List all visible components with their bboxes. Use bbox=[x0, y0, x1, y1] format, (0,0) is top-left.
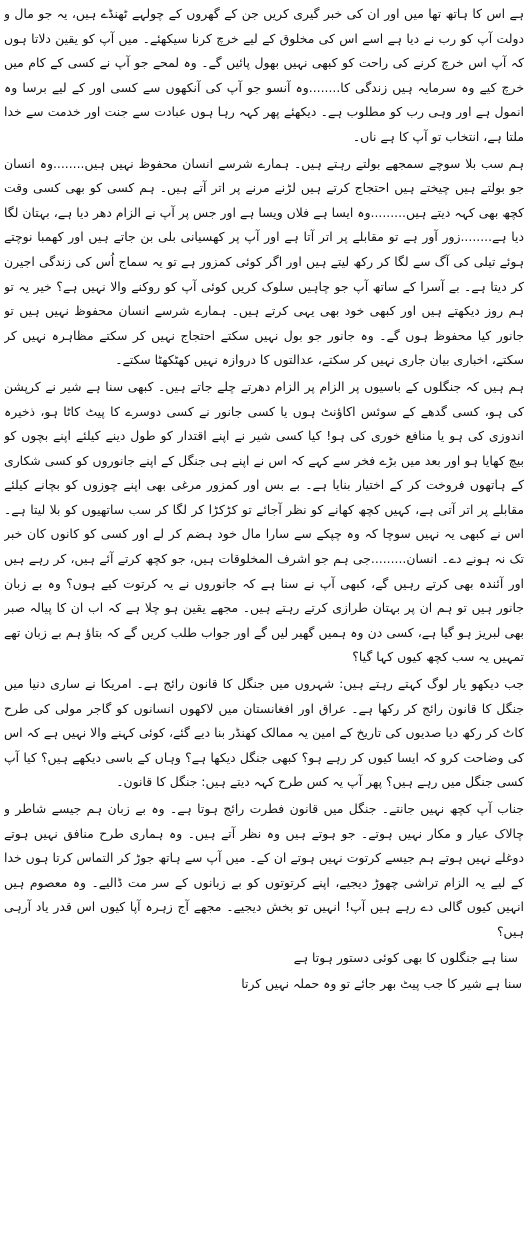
article-paragraph: جب دیکھو یار لوگ کہتے رہتے ہیں: شہروں میں جنگل کا قانون رائج ہے۔ امریکا نے ساری دنیا میں جنگل کا قانون رائج کر رکھا ہے۔ عراق اور افغانستان میں لاکھوں انسانوں کو گاجر مولی کی طرح کاٹ کر رکھ دیا صدیوں کی تاریخ کے امین یہ ممالک کھنڈر بنا دیے گئے، کوئی کہنے والا نہیں ہے کہ اس کی وضاحت کرو کہ ایسا کیوں کر رہے ہو؟ کبھی جنگل دیکھا ہے؟ وہاں کے باسی دیکھے ہیں؟ کیا آپ کسی جنگل میں رہے ہیں؟ پھر آپ یہ کس طرح کہہ دیتے ہیں: جنگل کا قانون۔ bbox=[4, 676, 524, 790]
article-page bbox=[4, 2, 524, 1256]
poem-verse: سنا ہے جنگلوں کا بھی کوئی دستور ہوتا ہے bbox=[293, 949, 518, 965]
article-paragraph: ہم ہیں کہ جنگلوں کے باسیوں پر الزام پر الزام دھرتے چلے جاتے ہیں۔ کبھی سنا ہے شیر نے کرپشن کی ہو، کسی گدھے کے سوئس اکاؤنٹ ہوں یا کسی جانور نے کسی دوسرے کا پیٹ کاٹا ہو، ذخیرہ اندوزی کی ہو یا منافع خوری کی ہو! کیا کسی شیر نے اپنے اقتدار کو طول دینے کیلئے اپنے بچوں کو بیچ کھایا ہو اور بعد میں بڑے فخر سے کہے کہ اس نے اپنے ہی جنگل کے اپنے جانوروں کو کسی شکاری کے ہاتھوں فروخت کر کے اختیار بنایا ہے۔ بے بس اور کمزور مرغی بھی اپنے چوزوں کو بچانے کیلئے مقابلے پر اتر آتی ہے، کہیں کچھ کھانے کو نظر آجائے تو کڑکڑا کر لگا کر سب ساتھیوں کو بلا لیتا ہے۔ اس نے کبھی یہ نہیں سوچا کہ وہ چپکے سے سارا مال خود ہضم کر لے اور کسی کو کانوں کان خبر تک نہ ہونے دے۔ انسان.........جی ہم جو اشرف المخلوقات ہیں، جو کچھ کرتے آئے ہیں، کر رہے ہیں اور آئندہ بھی کرتے رہیں گے، کبھی آپ نے سنا ہے کہ جانوروں نے یہ کرتوت کیے ہوں؟ وہ بے زبان جانور ہیں تو ہم ان پر بہتان طرازی کرتے رہتے ہیں۔ مجھے یقین ہو چلا ہے کہ اب ان کا پیالہ صبر بھی لبریز ہو گیا ہے، کسی دن وہ ہمیں گھیر لیں گے اور جواب طلب کریں گے کہ بتاؤ ہم بے زبان تھے تمہیں یہ سب کچھ کیوں کہا گیا؟ bbox=[4, 378, 524, 665]
article-paragraph: ہم سب بلا سوچے سمجھے بولتے رہتے ہیں۔ ہمارے شرسے انسان محفوظ نہیں ہیں........وہ انسان جو بولتے ہیں چیختے ہیں احتجاج کرتے ہیں لڑنے مرنے پر اتر آتے ہیں۔ ہم کسی کو بھی کسی وقت کچھ بھی کہہ دیتے ہیں.........وہ ایسا ہے فلاں ویسا ہے اور جس پر آپ نے الزام دھر دیا ہے، بہتان لگا دیا ہے........زور آور ہے تو مقابلے پر اتر آتا ہے اور آپ پر کھسیانی بلی بن جاتے ہیں اور کھمبا نوچتے ہوئے تیلی کی آگ سے لگا کر رکھ لیتے ہیں اور اگر کوئی کمزور ہے تو یہ سماج اُس کی زندگی اجیرن کر دیتا ہے۔ بے آسرا کے ساتھ آپ جو چاہیں سلوک کریں کوئی آپ کو روکنے والا نہیں ہے؟ خیر یہ تو ہم روز دیکھتے ہیں اور کبھی خود بھی یہی کرتے ہیں۔ ہمارے شرسے انسان محفوظ نہیں ہیں تو جانور کیا محفوظ ہوں گے۔ وہ جانور جو بول نہیں سکتے احتجاج نہیں کر سکتے مظاہرہ نہیں کر سکتے، اخباری بیان جاری نہیں کر سکتے، عدالتوں کا دروازہ نہیں کھٹکھٹا سکتے۔ bbox=[4, 155, 524, 368]
poem-block bbox=[4, 945, 524, 997]
article-paragraph: جناب آپ کچھ نہیں جانتے۔ جنگل میں قانون فطرت رائج ہوتا ہے۔ وہ بے زبان ہم جیسے شاطر و چالاک عیار و مکار نہیں ہوتے۔ جو ہوتے ہیں وہ نظر آتے ہیں۔ وہ ہماری طرح منافق نہیں ہوتے دوغلے نہیں ہوتے ہم جیسے کرتوت نہیں ہوتے ان کے۔ میں آپ سے ہاتھ جوڑ کر التماس کرتا ہوں خدا کے لیے یہ الزام تراشی چھوڑ دیجیے، اپنے کرتوتوں کو بے زبانوں کے سر مت ڈالیے۔ وہ معصوم ہیں انہیں کیوں گالی دے رہے ہیں آپ! انہیں تو بخش دیجیے۔ مجھے آج زہرہ آپا کیوں اس قدر یاد آرہی ہیں؟ bbox=[4, 801, 524, 939]
poem-verse: سنا ہے شیر کا جب پیٹ بھر جائے تو وہ حملہ نہیں کرتا bbox=[241, 975, 522, 991]
article-paragraph: ہے اس کا ہاتھ تھا میں اور ان کی خبر گیری کریں جن کے گھروں کے چولہے ٹھنڈے ہیں، یہ جو مال و دولت آپ کو رب نے دیا ہے اسے اس کی مخلوق کے لیے خرچ کرنا سیکھئے۔ میں آپ کو یقین دلاتا ہوں کہ آپ اس خرچ کرنے کی راحت کو کبھی نہیں بھول پائیں گے۔ وہ لمحے جو آپ نے کسی کے کام میں خرچ کیے وہ سرمایہ ہیں زندگی کا........وہ آنسو جو آپ کی آنکھوں سے کسی اور کے لیے برسا وہ انمول ہے اور وہی رب کو مطلوب ہے۔ دیکھئے پھر کہہ رہا ہوں عبادت سے جنت اور خدمت سے خدا ملتا ہے، انتخاب تو آپ کا ہے ناں۔ bbox=[4, 6, 524, 144]
